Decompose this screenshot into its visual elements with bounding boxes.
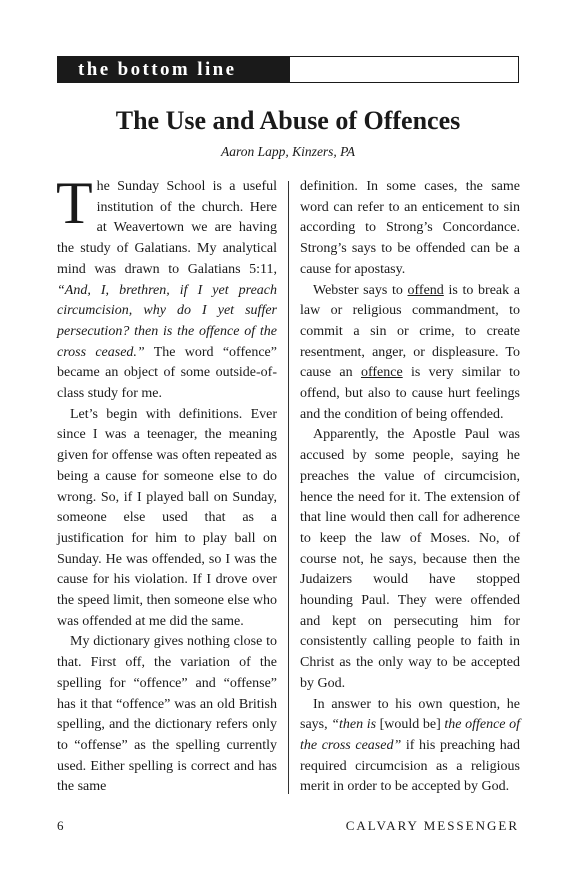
text-run: The word “offence” became an object of some outside-of-class study for me. — [57, 344, 277, 402]
text-run: if his preaching had required circumcision as a religious merit in order to be accepted by God. — [300, 737, 520, 795]
text-run: is to break a law or religious commandment, to commit a sin or crime, to create resentment, anger, or displeasure. To cause an — [300, 282, 520, 381]
section-label: the bottom line — [58, 57, 290, 82]
italic-quote: “then is — [331, 717, 377, 733]
underlined-word: offend — [407, 282, 444, 298]
text-run: In answer to his own question, he says, — [300, 696, 520, 733]
left-column — [56, 170, 277, 798]
italic-quote: the offence of the cross ceased” — [300, 717, 520, 753]
underlined-word: offence — [360, 365, 403, 381]
paragraph: definition. In some cases, the same word can refer to an enticement to sin according to Strong’s Concordance. Strong’s says to be offended can be a cause for apostasy. — [300, 179, 520, 277]
text-run: is very similar to offend, but also to cause hurt feelings and the condition of being offended. — [300, 365, 520, 422]
paragraph — [56, 170, 277, 405]
paragraph: Let’s begin with definitions. Ever since I was a teenager, the meaning given for offense was often repeated as being a cause for someone else to do wrong. So, if I played ball on Sunday, someone else used that as a justification for him to play ball on Sunday. He was offended, so I was the cause for his violation. If I drove over the speed limit, then someone else who was offended at me did the same. — [57, 406, 277, 629]
text-run: [would be] — [376, 717, 445, 733]
article-byline: Aaron Lapp, Kinzers, PA — [221, 144, 355, 159]
magazine-name: CALVARY MESSENGER — [345, 818, 519, 833]
paragraph — [300, 695, 520, 799]
text-run: he Sunday School is a useful institution of the church. Here at Weavertown we are having the study of Galatians. My analytical mind was drawn to Galatians 5:11, — [57, 179, 277, 277]
text-run: Webster says to — [313, 282, 408, 298]
paragraph: Apparently, the Apostle Paul was accused by some people, saying he preaches the value of circumcision, hence the need for it. The extension of that line would then call for adherence to keep the law of Moses. No, of course not, he says, because then the Judaizers would have stopped hounding Paul. They were offended and kept on persecuting him for consistently calling people to faith in Christ as the only way to be accepted by God. — [300, 427, 520, 691]
column-divider — [288, 181, 289, 794]
scripture-quote: “And, I, brethren, if I yet preach circumcision, why do I yet suffer persecution? then is the offence of the cross ceased.” — [57, 282, 277, 360]
paragraph — [300, 281, 520, 426]
page-number: 6 — [57, 818, 64, 833]
right-column — [300, 177, 520, 798]
article-title: The Use and Abuse of Offences — [115, 106, 461, 135]
drop-cap: T — [56, 170, 93, 236]
paragraph: My dictionary gives nothing close to that. First off, the variation of the spelling for “offence” and “offense” has it that “offence” was an old British spelling, and the dictionary refers only to “offense” as the spelling currently used. Either spelling is correct and has the same — [57, 634, 277, 795]
section-banner — [57, 56, 519, 83]
